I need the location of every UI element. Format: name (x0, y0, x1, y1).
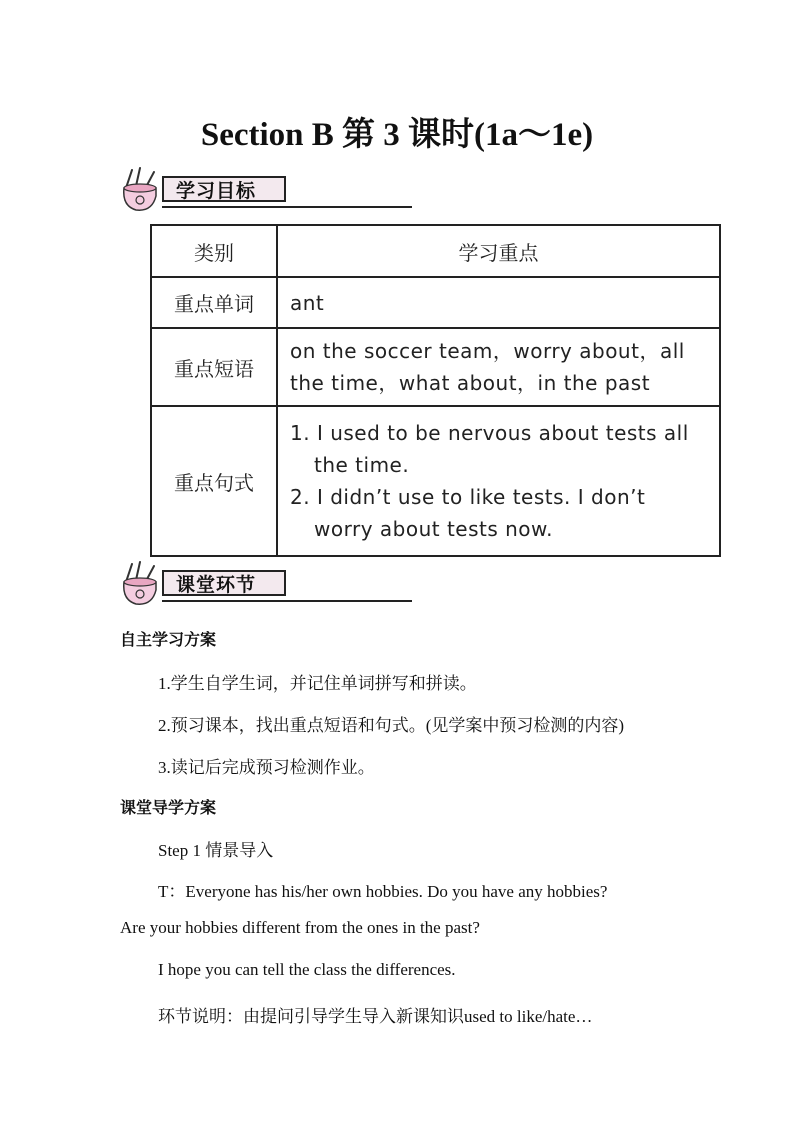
header-focus: 学习重点 (277, 225, 720, 277)
table-row (151, 328, 720, 406)
section-label: 课堂环节 (162, 570, 286, 596)
dialogue-line: Are your hobbies different from the ones in the past? (120, 918, 480, 937)
list-item: 2. I didn’t use to like tests. I don’t worry about tests now. (290, 485, 646, 541)
dialogue-line: T：Everyone has his/her own hobbies. Do you have any hobbies? (158, 882, 608, 901)
section-underline (162, 206, 412, 208)
row-category: 重点单词 (151, 277, 277, 328)
page-title: Section B 第 3 课时(1a～1e) (200, 117, 594, 153)
table-row (151, 406, 720, 556)
step-title: Step 1 情景导入 (158, 841, 274, 860)
section-header-goals (118, 166, 298, 214)
row-content: on the soccer team，worry about，all the time，what about，in the past (277, 328, 720, 406)
dialogue-line: I hope you can tell the class the differences. (158, 960, 456, 979)
table-header-row (151, 225, 720, 277)
sentence-list (290, 417, 707, 545)
self-study-heading: 自主学习方案 (120, 630, 217, 649)
pencil-cup-icon (118, 560, 162, 606)
goals-table (150, 224, 721, 557)
self-study-item: 3.读记后完成预习检测作业。 (158, 758, 375, 777)
guide-heading: 课堂导学方案 (120, 798, 217, 817)
section-label: 学习目标 (162, 176, 286, 202)
row-content (277, 406, 720, 556)
list-item: 1. I used to be nervous about tests all the time. (290, 421, 689, 477)
table-row (151, 277, 720, 328)
section-header-class (118, 560, 298, 608)
section-note: 环节说明：由提问引导学生导入新课知识used to like/hate… (158, 1007, 593, 1026)
pencil-cup-icon (118, 166, 162, 212)
row-category: 重点句式 (151, 406, 277, 556)
self-study-item: 1.学生自学生词，并记住单词拼写和拼读。 (158, 674, 477, 693)
row-content: ant (277, 277, 720, 328)
self-study-item: 2.预习课本，找出重点短语和句式。(见学案中预习检测的内容) (158, 716, 625, 735)
section-underline (162, 600, 412, 602)
row-category: 重点短语 (151, 328, 277, 406)
header-category: 类别 (151, 225, 277, 277)
